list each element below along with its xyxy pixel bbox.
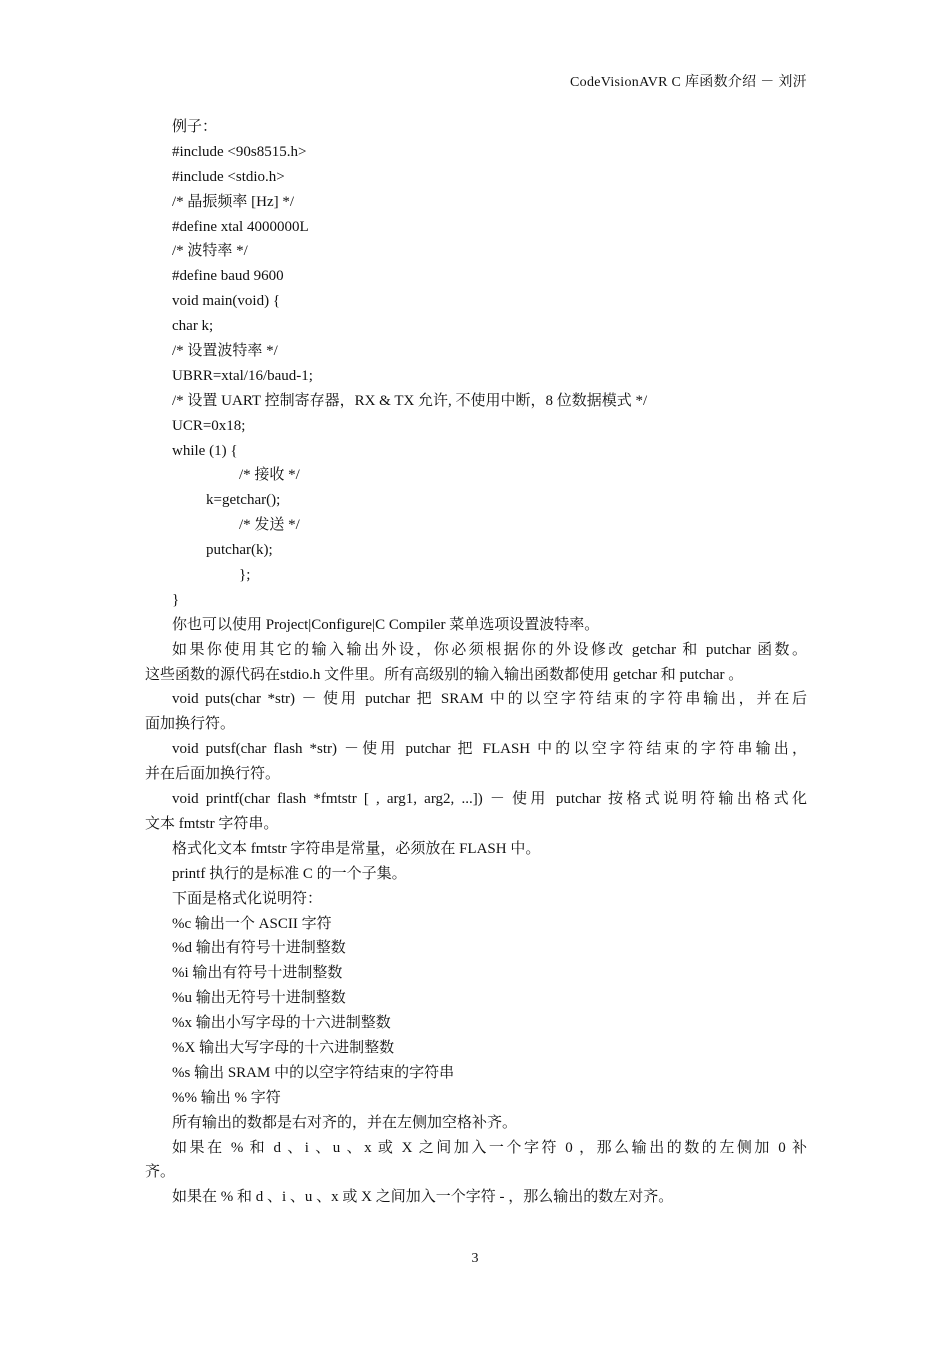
code-line: #define xtal 4000000L [172, 218, 309, 235]
code-line: UCR=0x18; [172, 417, 246, 434]
code-line: /* 设置波特率 */ [172, 343, 278, 360]
code-line: putchar(k); [206, 542, 273, 559]
code-line: k=getchar(); [206, 492, 281, 509]
paragraph: printf 执行的是标准 C 的一个子集。 [172, 865, 407, 882]
format-specifier: %x 输出小写字母的十六进制整数 [172, 1015, 391, 1032]
code-line: }; [239, 567, 251, 584]
page-content [145, 115, 807, 1210]
code-line: void main(void) { [172, 293, 281, 310]
paragraph-line: 齐。 [145, 1164, 176, 1181]
code-line: /* 设置 UART 控制寄存器，RX & TX 允许, 不使用中断，8 位数据模式 */ [172, 392, 648, 409]
code-line: while (1) { [172, 442, 238, 459]
format-specifier: %d 输出有符号十进制整数 [172, 940, 346, 957]
format-specifier: %u 输出无符号十进制整数 [172, 990, 346, 1007]
code-line: /* 波特率 */ [172, 243, 248, 260]
paragraph: 格式化文本 fmtstr 字符串是常量，必须放在 FLASH 中。 [172, 840, 541, 857]
code-line: char k; [172, 318, 214, 335]
code-line: /* 发送 */ [239, 517, 300, 534]
code-line: /* 接收 */ [239, 467, 300, 484]
format-specifier: %c 输出一个 ASCII 字符 [172, 915, 332, 932]
paragraph-line: 面加换行符。 [145, 716, 236, 733]
format-specifier: %i 输出有符号十进制整数 [172, 965, 343, 982]
page-number: 3 [471, 1251, 479, 1266]
paragraph-line: 如果在 % 和 d 、i 、u 、x 或 X 之间加入一个字符 0 ，那么输出的数的左侧加 0 补 [172, 1139, 807, 1156]
format-specifier: %X 输出大写字母的十六进制整数 [172, 1039, 395, 1056]
code-line: /* 晶振频率 [Hz] */ [172, 193, 295, 210]
running-header: CodeVisionAVR C 库函数介绍 － 刘汧 [570, 75, 807, 90]
paragraph: 所有输出的数都是右对齐的，并在左侧加空格补齐。 [172, 1114, 518, 1131]
code-line: UBRR=xtal/16/baud-1; [172, 367, 313, 384]
paragraph-line: 这些函数的源代码在stdio.h 文件里。所有高级别的输入输出函数都使用 getchar 和 putchar 。 [145, 666, 744, 683]
code-line: } [172, 591, 180, 608]
paragraph-line: void putsf(char flash *str) －使用 putchar 把 FLASH 中的以空字符结束的字符串输出， [172, 741, 807, 758]
format-specifier: %s 输出 SRAM 中的以空字符结束的字符串 [172, 1064, 455, 1081]
code-line: #include <stdio.h> [172, 168, 285, 185]
paragraph-line: void puts(char *str) － 使用 putchar 把 SRAM 中的以空字符结束的字符串输出，并在后 [172, 691, 807, 708]
code-line: #include <90s8515.h> [172, 143, 307, 160]
example-heading: 例子： [172, 119, 218, 135]
code-line: #define baud 9600 [172, 268, 284, 285]
paragraph: 你也可以使用 Project|Configure|C Compiler 菜单选项设置波特率。 [172, 616, 600, 633]
format-specifier: %% 输出 % 字符 [172, 1089, 281, 1106]
paragraph-line: 如果你使用其它的输入输出外设，你必须根据你的外设修改 getchar 和 putchar 函数。 [172, 641, 807, 658]
paragraph-line: 文本 fmtstr 字符串。 [145, 815, 279, 832]
paragraph: 下面是格式化说明符： [172, 890, 323, 907]
paragraph-line: void printf(char flash *fmtstr [ , arg1, arg2, ...]) － 使用 putchar 按格式说明符输出格式化 [172, 791, 807, 808]
paragraph: 如果在 % 和 d 、i 、u 、x 或 X 之间加入一个字符 - ，那么输出的数左对齐。 [172, 1189, 674, 1206]
paragraph-line: 并在后面加换行符。 [145, 766, 281, 783]
